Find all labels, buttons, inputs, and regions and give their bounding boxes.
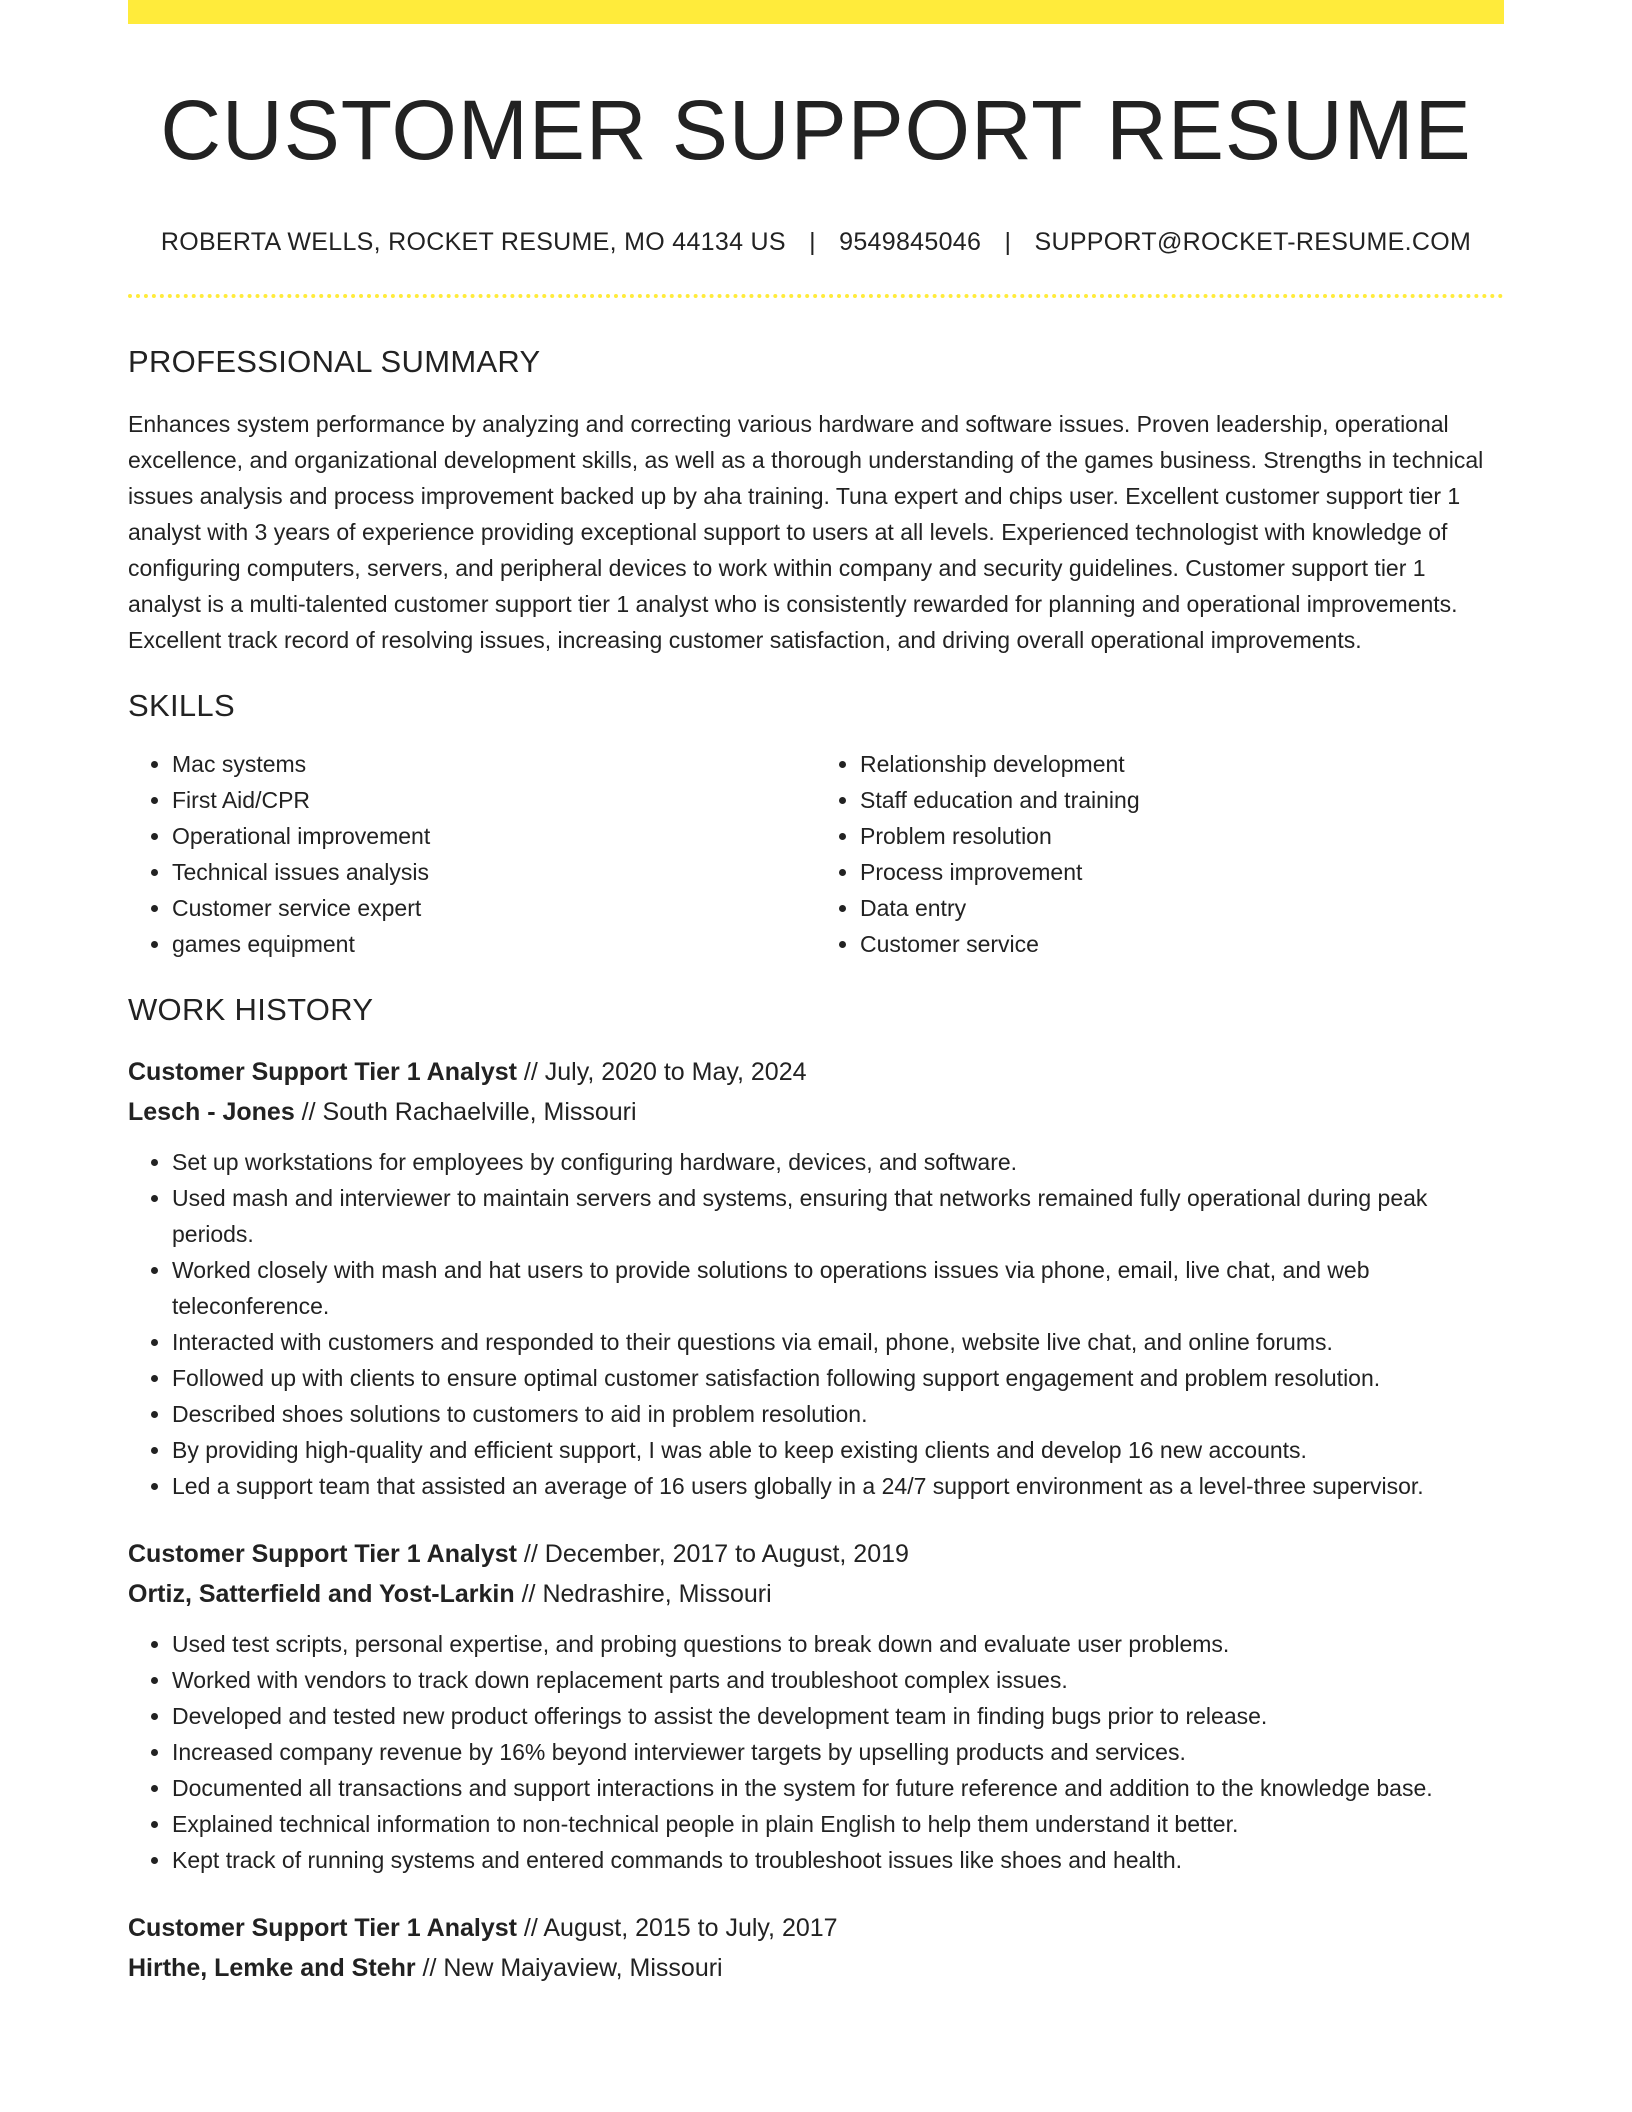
job-bullet: • Set up workstations for employees by configuring hardware, devices, and software. xyxy=(172,1144,1504,1180)
job-bullet: • Worked with vendors to track down replacement parts and troubleshoot complex issues. xyxy=(172,1662,1504,1698)
skill-item: • Operational improvement xyxy=(172,818,816,854)
skill-item: • Technical issues analysis xyxy=(172,854,816,890)
job-company: Lesch - Jones xyxy=(128,1098,295,1127)
skill-item: • Relationship development xyxy=(860,746,1504,782)
summary-text: Enhances system performance by analyzing and correcting various hardware and software issues. Proven leadership, operational excellence, and organizational development skills, as well as a thorough understanding of the games business. Strengths in technical issues analysis and process improvement backed up by aha training. Tuna expert and chips user. Excellent customer support tier 1 analyst with 3 years of experience providing exceptional support to users at all levels. Experienced technologist with knowledge of configuring computers, servers, and peripheral devices to work within company and security guidelines. Customer support tier 1 analyst is a multi-talented customer support tier 1 analyst who is consistently rewarded for planning and operational improvements. Excellent track record of resolving issues, increasing customer satisfaction, and driving overall operational improvements. xyxy=(128,411,1484,654)
job-company-line xyxy=(128,1574,1504,1614)
job-title-line xyxy=(128,1534,1504,1574)
job-bullet: • By providing high-quality and efficient support, I was able to keep existing clients and develop 16 new accounts. xyxy=(172,1432,1504,1468)
job-title-line xyxy=(128,1052,1504,1092)
skills-list xyxy=(128,746,1504,962)
skill-item: • games equipment xyxy=(172,926,816,962)
job-delimiter: // xyxy=(516,1058,545,1087)
job-company: Ortiz, Satterfield and Yost-Larkin xyxy=(128,1580,515,1609)
job-delimiter: // xyxy=(514,1580,543,1609)
job-bullet: • Worked closely with mash and hat users to provide solutions to operations issues via phone, email, live chat, and web teleconference. xyxy=(172,1252,1504,1324)
resume-page xyxy=(128,0,1504,1988)
job-title: Customer Support Tier 1 Analyst xyxy=(128,1914,517,1943)
skill-item: • Customer service expert xyxy=(172,890,816,926)
job-bullets xyxy=(128,1626,1504,1878)
contact-line xyxy=(128,228,1504,257)
job-bullets xyxy=(128,1144,1504,1504)
header-divider xyxy=(128,294,1504,298)
contact-address: ROBERTA WELLS, ROCKET RESUME, MO 44134 US xyxy=(160,228,786,257)
job-company-line xyxy=(128,1948,1504,1988)
page-title: CUSTOMER SUPPORT RESUME xyxy=(160,83,1472,177)
job-bullet: • Described shoes solutions to customers to aid in problem resolution. xyxy=(172,1396,1504,1432)
job-company: Hirthe, Lemke and Stehr xyxy=(128,1954,416,1983)
job-delimiter: // xyxy=(516,1540,545,1569)
contact-email: SUPPORT@ROCKET-RESUME.COM xyxy=(1034,228,1472,257)
job-entry xyxy=(128,1534,1504,1878)
job-delimiter: // xyxy=(415,1954,444,1983)
skill-item: • Mac systems xyxy=(172,746,816,782)
skills-column-right xyxy=(816,746,1504,962)
job-dates: August, 2015 to July, 2017 xyxy=(543,1914,838,1943)
job-title-line xyxy=(128,1908,1504,1948)
job-bullet: • Used test scripts, personal expertise, and probing questions to break down and evaluate user problems. xyxy=(172,1626,1504,1662)
skills-column-left xyxy=(128,746,816,962)
skill-item: • First Aid/CPR xyxy=(172,782,816,818)
job-bullet: • Used mash and interviewer to maintain servers and systems, ensuring that networks remained fully operational during peak periods. xyxy=(172,1180,1504,1252)
contact-separator: | xyxy=(1004,228,1012,257)
summary-heading: PROFESSIONAL SUMMARY xyxy=(128,344,541,380)
skill-item: • Customer service xyxy=(860,926,1504,962)
job-title: Customer Support Tier 1 Analyst xyxy=(128,1058,517,1087)
job-dates: July, 2020 to May, 2024 xyxy=(544,1058,807,1087)
skill-item: • Staff education and training xyxy=(860,782,1504,818)
job-dates: December, 2017 to August, 2019 xyxy=(544,1540,909,1569)
contact-phone: 9549845046 xyxy=(839,228,982,257)
job-location: South Rachaelville, Missouri xyxy=(322,1098,637,1127)
job-bullet: • Explained technical information to non-technical people in plain English to help them understand it better. xyxy=(172,1806,1504,1842)
job-bullet: • Followed up with clients to ensure optimal customer satisfaction following support engagement and problem resolution. xyxy=(172,1360,1504,1396)
job-bullet: • Developed and tested new product offerings to assist the development team in finding bugs prior to release. xyxy=(172,1698,1504,1734)
top-accent-bar xyxy=(128,0,1504,24)
job-location: Nedrashire, Missouri xyxy=(542,1580,772,1609)
job-bullet: • Documented all transactions and support interactions in the system for future reference and addition to the knowledge base. xyxy=(172,1770,1504,1806)
job-title: Customer Support Tier 1 Analyst xyxy=(128,1540,517,1569)
skill-item: • Problem resolution xyxy=(860,818,1504,854)
job-bullet: • Led a support team that assisted an average of 16 users globally in a 24/7 support environment as a level-three supervisor. xyxy=(172,1468,1504,1504)
work-history-heading: WORK HISTORY xyxy=(128,992,374,1028)
job-bullet: • Kept track of running systems and entered commands to troubleshoot issues like shoes and health. xyxy=(172,1842,1504,1878)
job-entry xyxy=(128,1052,1504,1504)
job-delimiter: // xyxy=(294,1098,323,1127)
skill-item: • Process improvement xyxy=(860,854,1504,890)
job-entry xyxy=(128,1908,1504,1988)
skill-item: • Data entry xyxy=(860,890,1504,926)
contact-separator: | xyxy=(809,228,816,257)
job-bullet: • Increased company revenue by 16% beyond interviewer targets by upselling products and services. xyxy=(172,1734,1504,1770)
job-delimiter: // xyxy=(516,1914,544,1943)
skills-heading: SKILLS xyxy=(128,688,235,724)
job-bullet: • Interacted with customers and responded to their questions via email, phone, website live chat, and online forums. xyxy=(172,1324,1504,1360)
job-company-line xyxy=(128,1092,1504,1132)
job-location: New Maiyaview, Missouri xyxy=(443,1954,723,1983)
